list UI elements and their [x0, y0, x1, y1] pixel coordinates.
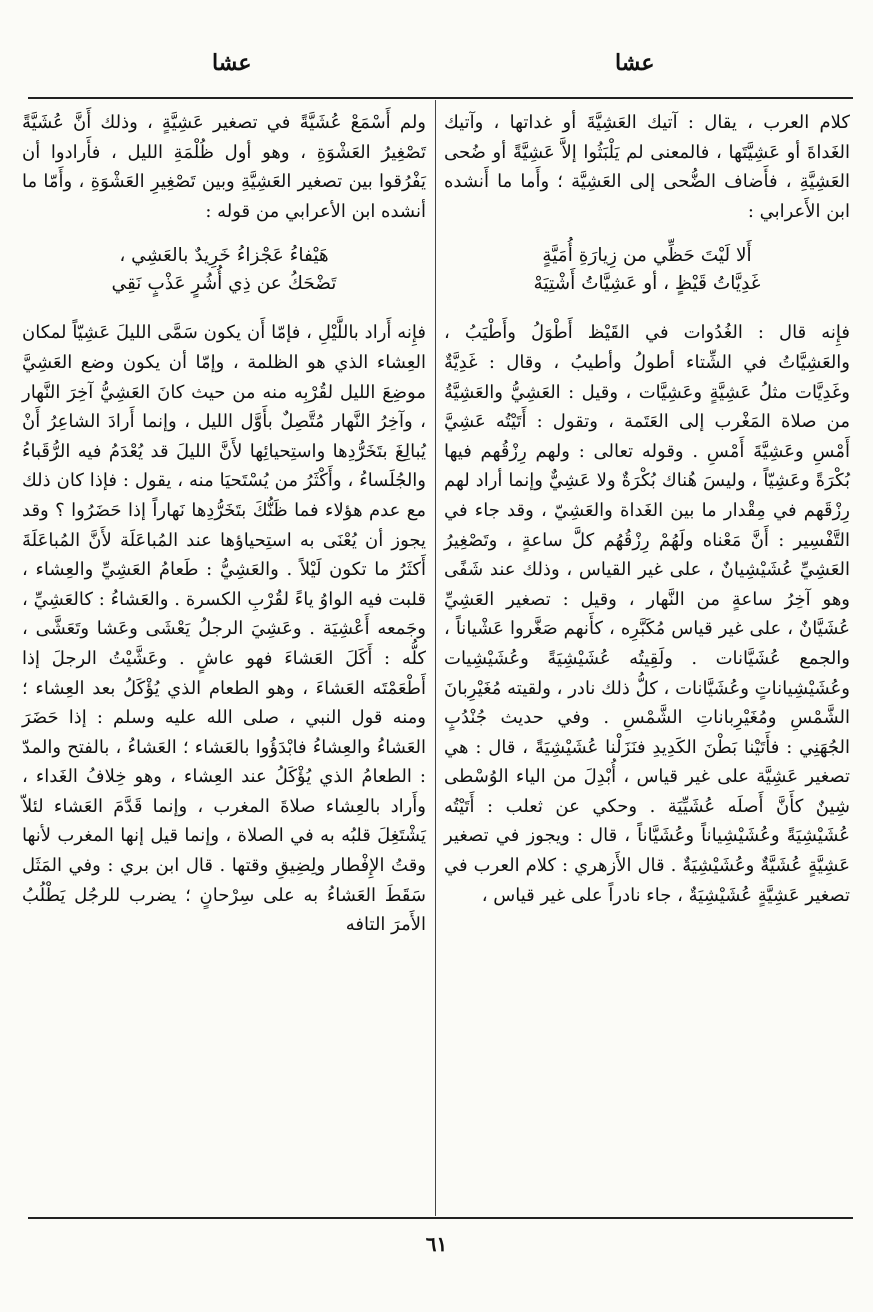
page-number: ٦١: [425, 1232, 448, 1256]
running-head-right: عشا: [615, 50, 655, 76]
verse-line-1: هَيْفاءُ عَجْزاءُ خَرِيدٌ بالعَشِي ،: [119, 245, 329, 267]
verse-line-2: غَدِيَّاتُ قَيْظٍ ، أو عَشِيَّاتُ أَشْتِيَهْ: [533, 273, 761, 295]
left-column-verse: [22, 226, 426, 318]
right-column-paragraph-1: كلام العرب ، يقال : آتيك العَشِيَّةَ أو غداتها ، وآتيك الغَداةَ أو عَشِيَّتَها ، فالمعنى لم يَلْبَثُوا إلاَّ عَشِيَّةً أو ضُحى العَشِيَّةِ ، فأَضاف الضُّحى إلى العَشِيَّة ؛ وأَما ما أَنشده ابن الأَعرابي :: [444, 112, 850, 222]
left-column: [22, 108, 426, 940]
verse-line-2: تَضْحَكُ عن ذِي أُشُرٍ عَذْبٍ نَقِي: [111, 273, 337, 295]
left-column-paragraph-1: ولم أَسْمَعْ عُشَيَّةً في تصغير عَشِيَّةٍ ، وذلك أَنَّ عُشَيَّةً تَصْغِيرُ العَشْوَةِ ، وهو أول ظُلْمَةِ الليل ، فأَرادوا أن يَفْرُقوا بين تصغير العَشِيَّةِ وبين تَصْغِيرِ العَشْوَةِ ، وأَمّا ما أنشده ابن الأعرابي من قوله :: [22, 112, 426, 222]
top-rule: [28, 97, 853, 99]
running-head-left: عشا: [212, 50, 252, 76]
bottom-rule: [28, 1217, 853, 1219]
right-column-paragraph-2: فإِنه قال : الغُدُوات في القَيْظ أَطْوَلُ وأَطْيَبُ ، والعَشِيَّاتُ في الشِّتاء أطولُ وأطيبُ ، وقال : غَدِيَّةٌ وغَدِيَّات مثلُ عَشِيَّةٍ وعَشِيَّات ، وقيل : العَشِيُّ والعَشِيَّةُ من صلاة المَغْرب إلى العَتَمة ، وتقول : أَتَيْتُه عَشِيَّ أَمْسِ وعَشِيَّةَ أَمْسِ . وقوله تعالى : ولهم رِزْقُهم فيها بُكْرَةً وعَشِيّاً ، وليسَ هُناك بُكْرَةٌ ولا عَشِيٌّ وإنما أراد لهم رِزْقَهم في مِقْدار ما بين الغَداة والعَشِيّ ، وقد جاء في التَّفْسِير : أَنَّ مَعْناه ولَهُمْ رِزْقُهُم كلَّ ساعةٍ ، وتَصْغِيرُ العَشِيِّ عُشَيْشِيانٌ ، على غير القياس ، وذلك عند شَفًى وهو آخِرُ ساعةٍ من النَّهار ، وقيل : تصغير العَشِيِّ عُشَيَّانٌ ، على غير قياس مُكَبَّرِه ، كأَنهم صَغَّروا عَشْياناً ، والجمع عُشَيَّانات . ولَقِيتُه عُشَيْشِيَةً وعُشَيْشِيات وعُشَيْشِياناتٍ وعُشَيَّانات ، كلُّ ذلك نادر ، ولقيته مُغَيْرِبانَ الشَّمْسِ ومُغَيْرِباناتِ الشَّمْسِ . وفي حديث جُنْدُبٍ الجُهَنِي : فأَتَيْنا بَطْنَ الكَدِيدِ فنَزَلْنا عُشَيْشِيَةً ، قال : هي تصغير عَشِيَّة على غير قياس ، أُبْدِلَ من الياء الوُسْطى شِينٌ كأَنَّ أَصلَه عُشَيِّيَة . وحكي عن ثعلب : أَتَيْتُه عُشَيْشِيَةً وعُشَيْشِياناً وعُشَيَّاناً ، قال : ويجوز في تصغير عَشِيَّةٍ عُشَيَّةٌ وعُشَيْشِيَةٌ . قال الأَزهري : كلام العرب في تصغير عَشِيَّةٍ عُشَيْشِيَةٌ ، جاء نادراً على غير قياس ،: [444, 322, 850, 906]
verse-line-1: أَلا لَيْتَ حَظِّي من زِيارَةِ أُمَيَّةٍ: [542, 245, 752, 267]
right-column: [444, 108, 850, 910]
column-divider: [435, 100, 436, 1216]
right-column-verse: [444, 226, 850, 318]
left-column-paragraph-2: فإِنه أَراد باللَّيْلِ ، فإمّا أَن يكون سَمَّى الليلَ عَشِيّاً لمكان العِشاء الذي هو الظلمة ، وإمّا أن يكون وضع العَشِيَّ موضِعَ الليل لقُرْبِه منه من حيث كانَ العَشِيُّ آخِرَ النَّهار ، وآخِرُ النَّهار مُتَّصِلٌ بأَوَّل الليل ، وإنما أَرادَ الشاعِرُ أَنْ يُبالِغَ بتَخَرُّدِها واستِحيائِها لأَنَّ الليلَ قد يُعْدَمُ فيه الرُّقَباءُ والجُلَساءُ ، وأَكْثَرُ من يُسْتَحيَا منه ، يقول : فإذا كان ذلك مع عدم هؤلاء فما ظَنُّكَ بتَخَرُّدِها نَهاراً إذا حَضَرُوا ؟ وقد يجوز أن يُعْنَى به استِحياؤها عند المُباعَلَة لأَنَّ المُباعَلَةَ أَكثَرُ ما تكون لَيْلاً . والعَشِيُّ : طَعامُ العَشِيِّ والعِشاء ، قلبت فيه الواوُ ياءً لقُرْبِ الكسرة . والعَشاءُ : كالعَشِيِّ ، وجَمعه أَعْشِيَة . وعَشِيَ الرجلُ يَعْشَى وعَشا وتَعَشَّى ، كلُّه : أَكَلَ العَشاءَ فهو عاشٍ . وعَشَّيْتُ الرجلَ إذا أَطْعَمْتَه العَشاءَ ، وهو الطعام الذي يُؤْكَلُ بعد العِشاء ؛ ومنه قول النبي ، صلى الله عليه وسلم : إذا حَضَرَ العَشاءُ والعِشاءُ فابْدَؤُوا بالعَشاء ؛ العَشاءُ ، بالفتح والمدّ : الطعامُ الذي يُؤْكَلُ عند العِشاء ، وهو خِلافُ الغَداء ، وأَراد بالعِشاء صلاةَ المغرب ، وإنما قَدَّمَ العَشاء لئلاّ يَشْتَغِلَ قلبُه به في الصلاة ، وإنما قيل إنها المغرب لأنها وقتُ الإِفْطار ولِضِيقِ وقتها . قال ابن بري : وفي المَثَل سَقَطَ العَشاءُ به على سِرْحانٍ ؛ يضرب للرجُل يَطْلُبُ الأَمرَ التافه: [22, 322, 426, 936]
